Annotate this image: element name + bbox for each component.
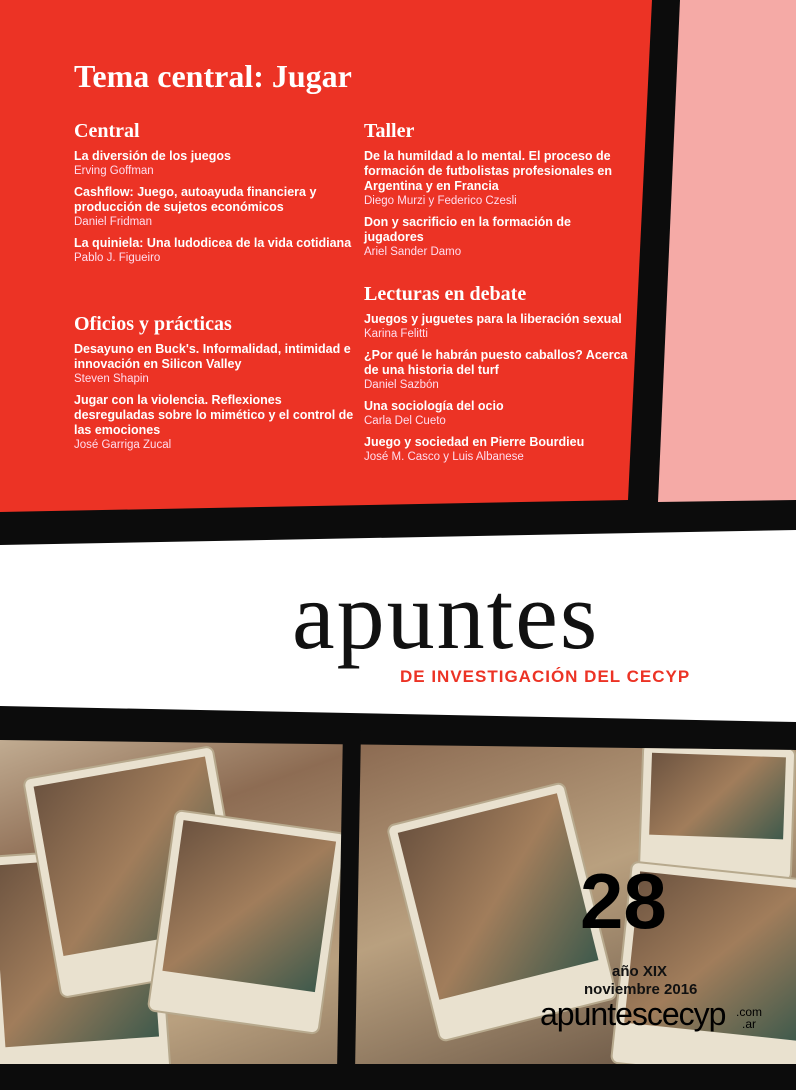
masthead-logo: apuntes: [292, 562, 600, 669]
article-title: Don y sacrificio en la formación de jugadores: [364, 215, 572, 244]
website-domain: [736, 1006, 762, 1030]
article-title: La quiniela: Una ludodicea de la vida cotidiana: [74, 236, 352, 250]
domain-com: .com: [736, 1005, 763, 1019]
article-author: Diego Murzi y Federico Czesli: [364, 195, 517, 207]
article-item: [364, 399, 632, 428]
masthead-subtitle: DE INVESTIGACIÓN DEL CECYP: [400, 667, 691, 686]
article-title: ¿Por qué le habrán puesto caballos? Acerca de una historia del turf: [364, 348, 628, 377]
section-heading: Oficios y prácticas: [74, 313, 232, 335]
article-item: [364, 215, 632, 259]
section-central: [74, 120, 354, 272]
article-author: Steven Shapin: [74, 373, 149, 385]
article-author: Pablo J. Figueiro: [74, 252, 161, 264]
article-author: Daniel Fridman: [74, 216, 152, 228]
article-item: [364, 312, 632, 341]
article-item: [364, 149, 632, 208]
article-title: De la humildad a lo mental. El proceso de formación de futbolistas profesionales en Argentina y en Francia: [364, 149, 612, 193]
issue-number: 28: [580, 857, 667, 945]
section-lecturas: [364, 283, 632, 471]
section-taller: [364, 120, 632, 266]
article-title: Desayuno en Buck's. Informalidad, intimidad e innovación en Silicon Valley: [74, 342, 351, 371]
article-title: Juego y sociedad en Pierre Bourdieu: [364, 435, 585, 449]
article-title: La diversión de los juegos: [74, 149, 231, 163]
website: apuntescecyp: [540, 996, 726, 1032]
article-item: [364, 435, 632, 464]
section-heading: Central: [74, 120, 140, 142]
article-author: Erving Goffman: [74, 165, 154, 177]
article-title: Cashflow: Juego, autoayuda financiera y producción de sujetos económicos: [74, 185, 317, 214]
section-heading: Taller: [364, 120, 415, 142]
article-title: Juegos y juguetes para la liberación sexual: [364, 312, 622, 326]
article-author: Ariel Sander Damo: [364, 246, 462, 258]
article-item: [364, 348, 632, 392]
article-author: Carla Del Cueto: [364, 415, 446, 427]
article-title: Una sociología del ocio: [364, 399, 504, 413]
cover-title: Tema central: Jugar: [74, 58, 352, 94]
section-heading: Lecturas en debate: [364, 283, 527, 305]
article-author: José M. Casco y Luis Albanese: [364, 451, 524, 463]
section-oficios: [74, 313, 354, 459]
article-item: [74, 393, 354, 452]
article-author: José Garriga Zucal: [74, 439, 172, 451]
article-author: Karina Felitti: [364, 328, 428, 340]
article-title: Jugar con la violencia. Reflexiones desreguladas sobre lo mimético y el control de las emociones: [74, 393, 354, 437]
article-item: [74, 236, 354, 265]
article-item: [74, 185, 354, 229]
article-item: [74, 342, 354, 386]
issue-year: año XIX: [612, 963, 668, 980]
article-item: [74, 149, 354, 178]
issue-date: noviembre 2016: [584, 981, 698, 998]
domain-ar: .ar: [742, 1017, 757, 1031]
article-author: Daniel Sazbón: [364, 379, 439, 391]
